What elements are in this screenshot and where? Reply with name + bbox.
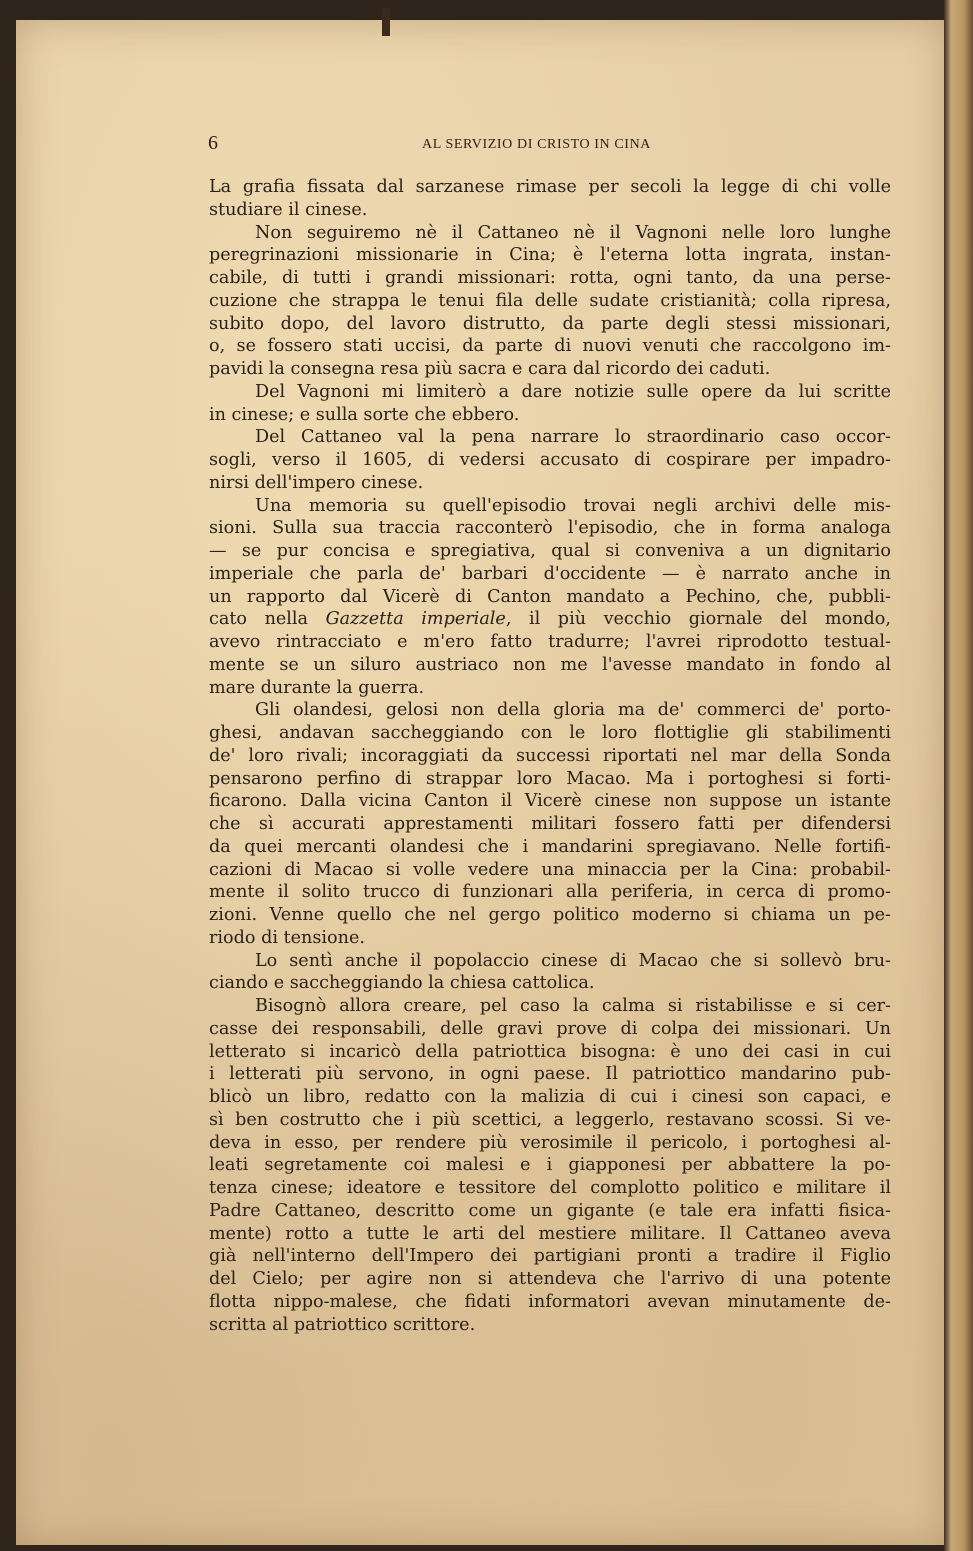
text-line: ciando e saccheggiando la chiesa cattolica. bbox=[209, 973, 595, 994]
text-line: de' loro rivali; incoraggiati da successi riportati nel mar della Sonda bbox=[209, 745, 891, 766]
text-line: sioni. Sulla sua traccia racconterò l'episodio, che in forma analoga bbox=[209, 518, 891, 539]
text-line: blicò un libro, redatto con la malizia di cui i cinesi son capaci, e bbox=[209, 1087, 891, 1107]
text-line: imperiale che parla de' barbari d'occidente — è narrato anche in bbox=[209, 563, 891, 584]
text-line: peregrinazioni missionarie in Cina; è l'eterna lotta ingrata, instan- bbox=[209, 245, 891, 266]
text-line: Gli olandesi, gelosi non della gloria ma de' commerci de' porto- bbox=[255, 700, 891, 721]
page-number: 6 bbox=[208, 132, 218, 154]
text-line: avevo rintracciato e m'ero fatto tradurre; l'avrei riprodotto testual- bbox=[209, 632, 891, 652]
text-line: mente se un siluro austriaco non me l'avesse mandato in fondo al bbox=[209, 654, 891, 675]
text-line: Una memoria su quell'episodio trovai negli archivi delle mis- bbox=[255, 495, 891, 516]
page-marker-strip bbox=[382, 8, 390, 36]
text-line: sogli, verso il 1605, di vedersi accusato di cospirare per impadro- bbox=[209, 450, 891, 470]
text-line: del Cielo; per agire non si attendeva che l'arrivo di una potente bbox=[209, 1269, 891, 1289]
text-line: Padre Cattaneo, descritto come un gigante (e tale era infatti fisica- bbox=[209, 1200, 891, 1221]
text-line: riodo di tensione. bbox=[209, 927, 365, 948]
text-line: o, se fossero stati uccisi, da parte di nuovi venuti che raccolgono im- bbox=[209, 336, 891, 357]
text-line: ghesi, andavan saccheggiando con le loro flottiglie gli stabilimenti bbox=[209, 723, 891, 743]
text-line: leati segretamente coi malesi e i giapponesi per abbattere la po- bbox=[209, 1155, 891, 1176]
text-line: cazioni di Macao si volle vedere una minaccia per la Cina: probabil- bbox=[209, 859, 891, 880]
text-line: da quei mercanti olandesi che i mandarini spregiavano. Nelle fortifi- bbox=[209, 836, 891, 857]
text-line: nirsi dell'impero cinese. bbox=[209, 472, 424, 493]
text-run: , il più vecchio giornale del mondo, bbox=[505, 609, 891, 630]
text-line: mare durante la guerra. bbox=[209, 677, 425, 698]
text-line: mente il solito trucco di funzionari alla periferia, in cerca di promo- bbox=[209, 882, 891, 903]
text-line: La grafia fissata dal sarzanese rimase per secoli la legge di chi volle bbox=[209, 177, 891, 197]
text-line: già nell'interno dell'Impero dei partigiani pronti a tradire il Figlio bbox=[209, 1246, 891, 1267]
text-run: cato nella bbox=[209, 609, 326, 630]
text-line: Del Cattaneo val la pena narrare lo straordinario caso occor- bbox=[255, 427, 891, 448]
text-line: zioni. Venne quello che nel gergo politico moderno si chiama un pe- bbox=[209, 905, 891, 925]
text-line bbox=[209, 608, 891, 631]
text-line: in cinese; e sulla sorte che ebbero. bbox=[209, 404, 520, 425]
page-header bbox=[208, 132, 692, 156]
text-line: — se pur concisa e spregiativa, qual si conveniva a un dignitario bbox=[209, 541, 891, 561]
italic-title: Gazzetta imperiale bbox=[325, 609, 506, 630]
text-line: scritta al patriottico scrittore. bbox=[209, 1314, 476, 1335]
text-line: Non seguiremo nè il Cattaneo nè il Vagnoni nelle loro lunghe bbox=[255, 222, 891, 243]
text-line: cuzione che strappa le tenui fila delle sudate cristianità; colla ripresa, bbox=[209, 290, 891, 311]
text-line: pavidi la consegna resa più sacra e cara dal ricordo dei caduti. bbox=[209, 359, 771, 379]
text-line: Lo sentì anche il popolaccio cinese di Macao che si sollevò bru- bbox=[255, 950, 891, 971]
text-line: pensarono perfino di strappar loro Macao. Ma i portoghesi si forti- bbox=[209, 768, 891, 789]
text-line: deva in esso, per rendere più verosimile il pericolo, i portoghesi al- bbox=[209, 1132, 891, 1153]
facing-page-edge bbox=[944, 0, 973, 1551]
body-text bbox=[209, 176, 891, 1336]
text-line: sì ben costrutto che i più scettici, a leggerlo, restavano scossi. Si ve- bbox=[209, 1109, 891, 1130]
text-line: ficarono. Dalla vicina Canton il Vicerè cinese non suppose un istante bbox=[209, 791, 891, 812]
text-line: Bisognò allora creare, pel caso la calma si ristabilisse e si cer- bbox=[255, 996, 891, 1016]
text-line: mente) rotto a tutte le arti del mestiere militare. Il Cattaneo aveva bbox=[209, 1223, 891, 1244]
text-line: flotta nippo-malese, che fidati informatori avevan minutamente de- bbox=[209, 1291, 891, 1312]
text-line: Del Vagnoni mi limiterò a dare notizie sulle opere da lui scritte bbox=[255, 381, 891, 402]
text-line: i letterati più servono, in ogni paese. Il patriottico mandarino pub- bbox=[209, 1064, 891, 1085]
text-line: letterato si incaricò della patriottica bisogna: è uno dei casi in cui bbox=[209, 1041, 891, 1062]
text-line: casse dei responsabili, delle gravi prove di colpa dei missionari. Un bbox=[209, 1018, 891, 1039]
text-line: subito dopo, del lavoro distrutto, da parte degli stessi missionari, bbox=[209, 313, 891, 334]
text-line: studiare il cinese. bbox=[209, 199, 368, 220]
text-line: tenza cinese; ideatore e tessitore del complotto politico e militare il bbox=[209, 1178, 891, 1198]
text-line: cabile, di tutti i grandi missionari: rotta, ogni tanto, da una perse- bbox=[209, 268, 891, 288]
running-title: AL SERVIZIO DI CRISTO IN CINA bbox=[422, 137, 651, 152]
text-line: un rapporto dal Vicerè di Canton mandato a Pechino, che, pubbli- bbox=[209, 586, 891, 607]
text-line: che sì accurati apprestamenti militari fossero fatti per difendersi bbox=[209, 814, 891, 834]
